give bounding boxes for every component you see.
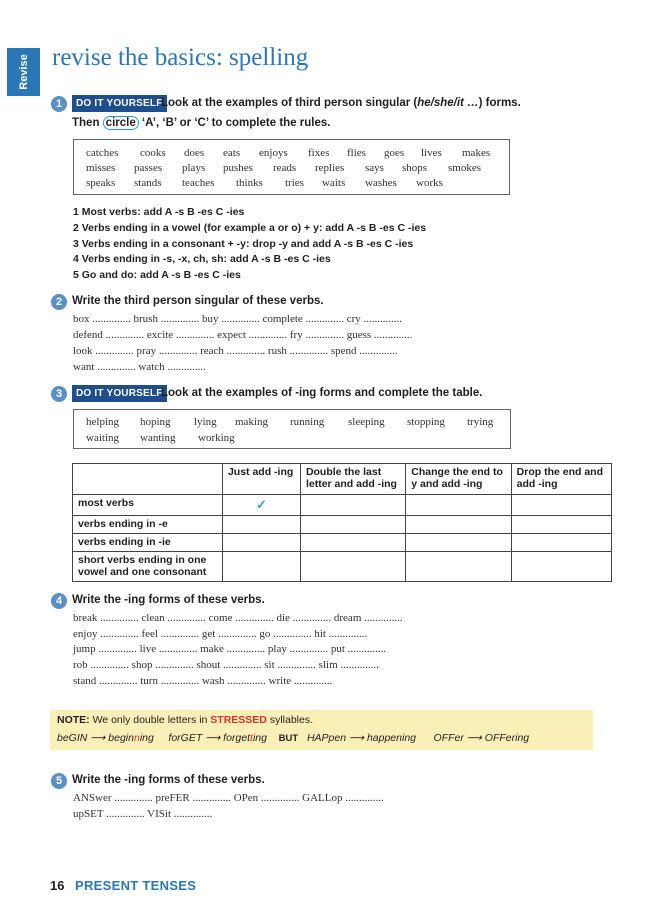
exercise-2-row: want .............. watch .............. bbox=[73, 361, 206, 373]
exercise-4-row: stand .............. turn .............. wash .............. write .............. bbox=[73, 675, 333, 687]
exercise-4-row: break .............. clean .............. come .............. die .............. dream .............. bbox=[73, 612, 403, 624]
exercise-5-instruction: Write the -ing forms of these verbs. bbox=[72, 774, 265, 786]
ing-rules-table bbox=[72, 463, 612, 582]
table-row-label: verbs ending in -ie bbox=[73, 534, 223, 552]
table-cell[interactable] bbox=[406, 534, 511, 552]
table-cell[interactable] bbox=[222, 552, 300, 582]
arrow-icon: ⟶ bbox=[90, 732, 106, 744]
side-tab-label: Revise bbox=[17, 54, 30, 90]
table-cell[interactable] bbox=[511, 552, 611, 582]
table-cell[interactable] bbox=[511, 516, 611, 534]
check-mark-icon: ✓ bbox=[222, 495, 300, 516]
table-cell[interactable] bbox=[300, 552, 405, 582]
word-box-1: catches cooks does eats enjoys fixes flies goes lives makes misses passes plays pushes reads replies says shops smokes speaks stands teaches thinks tries waits washes works bbox=[73, 139, 510, 195]
exercise-4-row: jump .............. live .............. make .............. play .............. put .............. bbox=[73, 643, 387, 655]
table-header-cell: Just add -ing bbox=[222, 464, 300, 495]
table-cell[interactable] bbox=[300, 534, 405, 552]
side-tab bbox=[7, 48, 40, 96]
exercise-4-instruction: Write the -ing forms of these verbs. bbox=[72, 594, 265, 606]
exercise-4-row: enjoy .............. feel .............. get .............. go .............. hit .............. bbox=[73, 628, 368, 640]
exercise-number: 2 bbox=[51, 294, 67, 310]
arrow-icon: ⟶ bbox=[348, 732, 365, 744]
do-it-yourself-badge: DO IT YOURSELF bbox=[72, 95, 167, 112]
table-header-cell bbox=[73, 464, 223, 495]
exercise-2-row: box .............. brush .............. buy .............. complete .............. cry .............. bbox=[73, 313, 403, 325]
rule-1: 1 Most verbs: add A -s B -es C -ies bbox=[73, 206, 245, 218]
exercise-2-row: defend .............. excite .............. expect .............. fry .............. guess .............. bbox=[73, 329, 413, 341]
exercise-number: 3 bbox=[51, 386, 67, 402]
table-header-cell: Double the last letter and add -ing bbox=[300, 464, 405, 495]
table-header-cell: Change the end to y and add -ing bbox=[406, 464, 511, 495]
exercise-1-instruction-line2: Then circle ‘A’, ‘B’ or ‘C’ to complete the rules. bbox=[72, 117, 331, 129]
table-cell[interactable] bbox=[511, 495, 611, 516]
footer-section-title: PRESENT TENSES bbox=[75, 878, 197, 893]
exercise-5-row: ANSwer .............. preFER .............. OPen .............. GALLop .............. bbox=[73, 792, 384, 804]
table-cell[interactable] bbox=[222, 516, 300, 534]
rule-3: 3 Verbs ending in a consonant + -y: drop -y and add A -s B -es C -ies bbox=[73, 238, 414, 250]
word-box-3: helping hoping lying making running sleeping stopping trying waiting wanting working bbox=[73, 409, 511, 449]
table-row-label: most verbs bbox=[73, 495, 223, 516]
exercise-number: 1 bbox=[51, 96, 67, 112]
table-cell[interactable] bbox=[222, 534, 300, 552]
table-header-cell: Drop the end and add -ing bbox=[511, 464, 611, 495]
page-title: revise the basics: spelling bbox=[52, 44, 309, 71]
circled-word: circle bbox=[103, 116, 139, 130]
exercise-2-row: look .............. pray .............. reach .............. rush .............. spend .............. bbox=[73, 345, 398, 357]
exercise-1-instruction-line1: Look at the examples of third person singular (he/she/it …) forms. bbox=[161, 97, 521, 109]
rule-4: 4 Verbs ending in -s, -x, ch, sh: add A -s B -es C -ies bbox=[73, 253, 331, 265]
exercise-2-instruction: Write the third person singular of these verbs. bbox=[72, 295, 324, 307]
table-cell[interactable] bbox=[300, 495, 405, 516]
table-cell[interactable] bbox=[406, 552, 511, 582]
rule-5: 5 Go and do: add A -s B -es C -ies bbox=[73, 269, 241, 281]
exercise-4-row: rob .............. shop .............. shout .............. sit .............. slim .............. bbox=[73, 659, 379, 671]
table-cell[interactable] bbox=[300, 516, 405, 534]
table-cell[interactable] bbox=[406, 495, 511, 516]
arrow-icon: ⟶ bbox=[466, 732, 482, 744]
table-row-label: verbs ending in -e bbox=[73, 516, 223, 534]
note-text: NOTE: We only double letters in STRESSED syllables. bbox=[57, 714, 314, 726]
table-row-label: short verbs ending in one vowel and one consonant bbox=[73, 552, 223, 582]
table-cell[interactable] bbox=[511, 534, 611, 552]
exercise-3-instruction: Look at the examples of -ing forms and complete the table. bbox=[161, 387, 483, 399]
exercise-number: 5 bbox=[51, 773, 67, 789]
page-number: 16 bbox=[50, 878, 65, 893]
arrow-icon: ⟶ bbox=[205, 732, 221, 744]
exercise-5-row: upSET .............. VISit .............. bbox=[73, 808, 213, 820]
rule-2: 2 Verbs ending in a vowel (for example a or o) + y: add A -s B -es C -ies bbox=[73, 222, 427, 234]
table-cell[interactable] bbox=[406, 516, 511, 534]
note-examples: beGIN ⟶ beginning forGET ⟶ forgetting BUT HAPpen ⟶ happening OFFer ⟶ OFFering bbox=[57, 732, 530, 744]
exercise-number: 4 bbox=[51, 593, 67, 609]
note-box bbox=[50, 710, 593, 750]
do-it-yourself-badge: DO IT YOURSELF bbox=[72, 385, 167, 402]
